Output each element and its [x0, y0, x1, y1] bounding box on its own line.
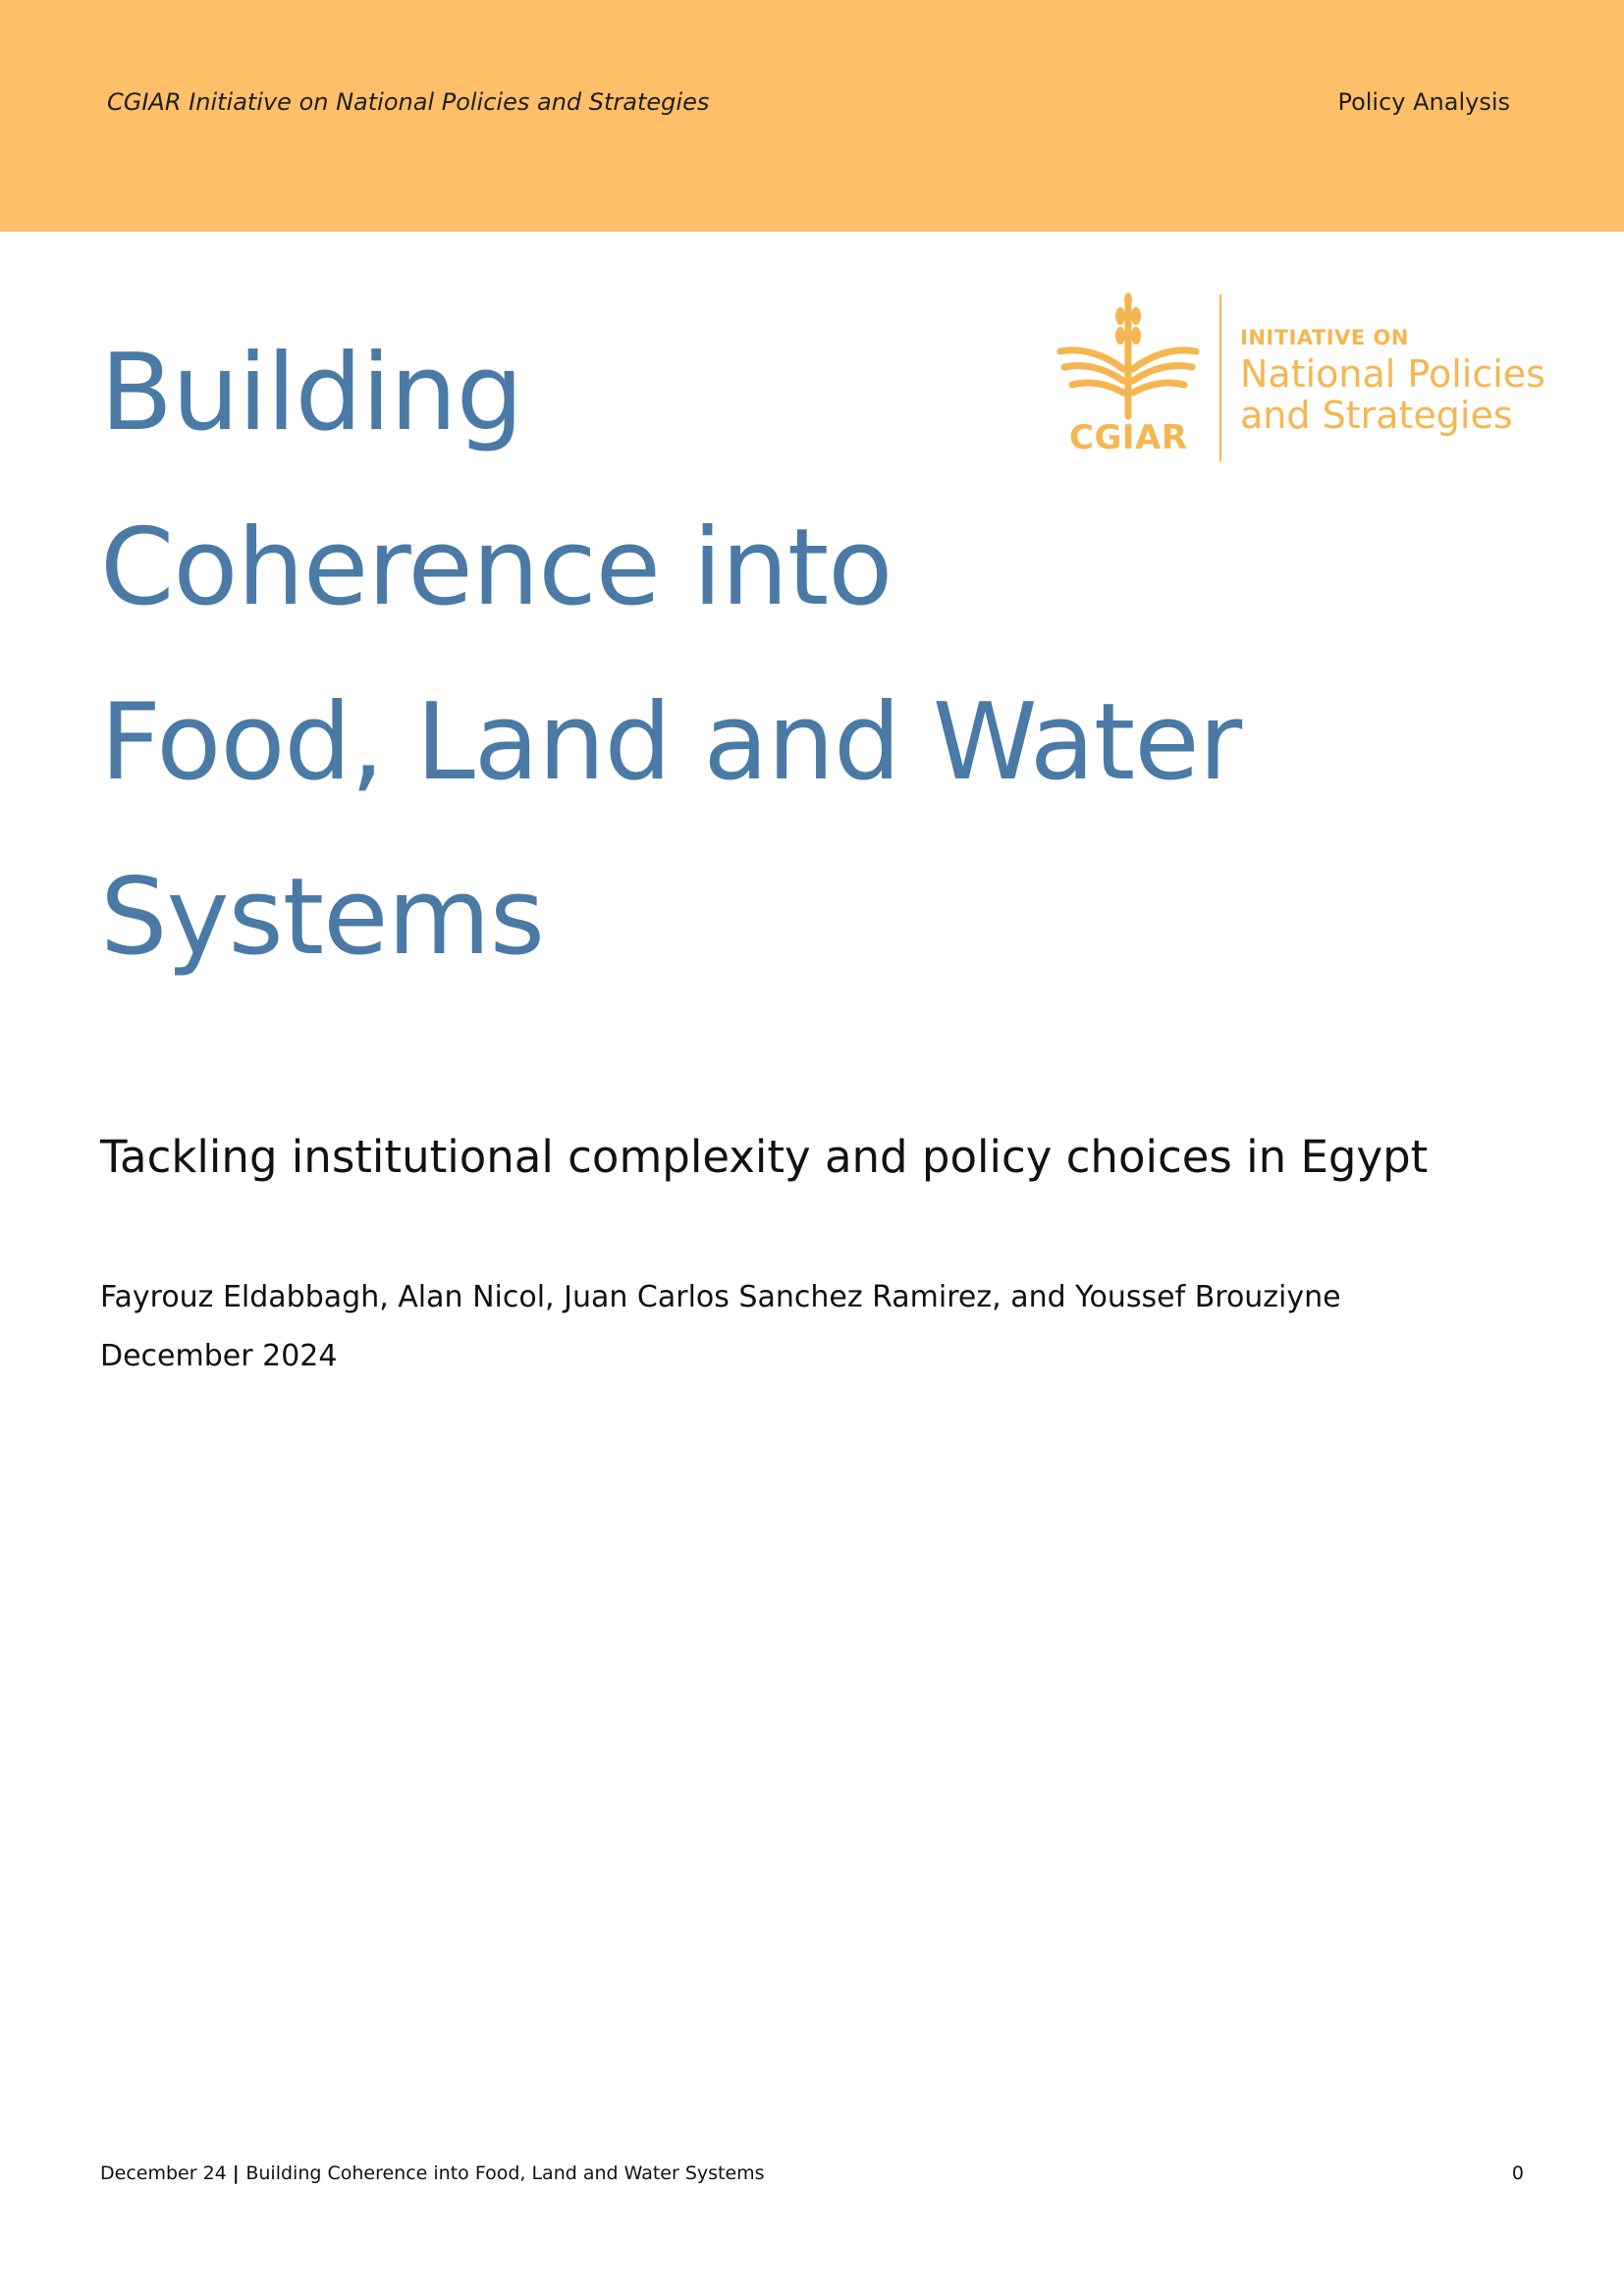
footer-separator: | — [232, 2163, 246, 2184]
title-line-1: Building — [100, 332, 523, 454]
page-footer — [100, 2163, 765, 2184]
header-document-type: Policy Analysis — [1337, 88, 1510, 116]
document-authors: Fayrouz Eldabbagh, Alan Nicol, Juan Carlos Sanchez Ramirez, and Youssef Brouziyne — [100, 1280, 1341, 1314]
logo-org-name: CGIAR — [1069, 418, 1188, 457]
document-date: December 2024 — [100, 1339, 338, 1373]
logo-divider — [1219, 294, 1221, 461]
footer-date: December 24 — [100, 2163, 227, 2184]
logo-initiative-name — [1240, 353, 1545, 436]
footer-title: Building Coherence into Food, Land and Water Systems — [245, 2163, 765, 2184]
initiative-logo — [1053, 291, 1545, 467]
logo-name-line-2: and Strategies — [1240, 394, 1513, 437]
header-band — [0, 0, 1624, 232]
header-initiative-name: CGIAR Initiative on National Policies and Strategies — [107, 88, 710, 116]
title-line-3: Food, Land and Water — [100, 681, 1242, 804]
logo-initiative-label: INITIATIVE ON — [1240, 326, 1409, 349]
cgiar-wheat-logo-icon — [1055, 293, 1202, 420]
title-line-2: Coherence into — [100, 507, 893, 629]
logo-name-line-1: National Policies — [1240, 352, 1545, 396]
document-subtitle: Tackling institutional complexity and policy choices in Egypt — [100, 1131, 1429, 1183]
page-number: 0 — [1511, 2163, 1524, 2184]
title-line-4: Systems — [100, 856, 544, 979]
